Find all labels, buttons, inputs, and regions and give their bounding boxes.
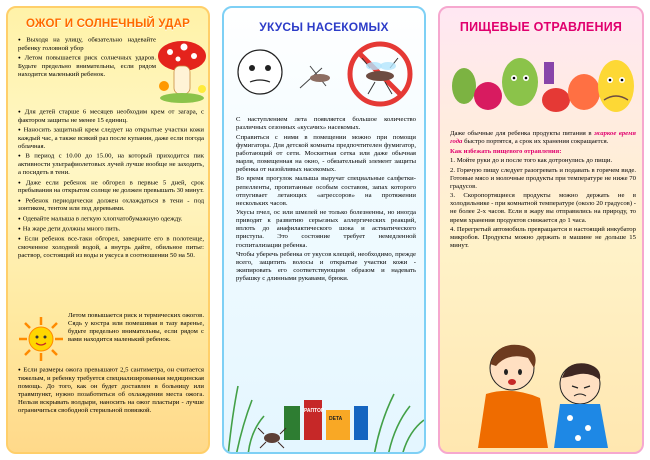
food-item: 4. Перегретый автомобиль превращается в настоящий инкубатор микробов. Продукты можно держать в машине не дольше 15 минут. xyxy=(450,225,636,250)
food-item: 1. Мойте руки до и после того как дотронулись до пищи. xyxy=(450,157,613,165)
sunburn-paragraph: ● Летом повышается риск солнечных ударов. Будьте предельно внимательны, если рядом находится маленький ребенок. xyxy=(18,54,156,79)
sunburn-text-bottom xyxy=(18,366,204,417)
sunburn-paragraph: ● Одевайте малыша в легкую хлопчатобумажную одежду. xyxy=(18,215,204,224)
panel-insect-bites xyxy=(222,6,426,454)
mushroom-illustration xyxy=(156,34,208,104)
insect-paragraph: Чтобы уберечь ребенка от укусов клещей, необходимо, прежде всего, защитить волосы и открытые участки кожи - экипировать его соответствующим образом и надевать рубашку с длинными рукавами, брюки. xyxy=(236,251,416,283)
spoiled-fruit-illustration xyxy=(444,42,640,122)
sunburn-paragraph: Летом повышается риск и термических ожогов. Сядь у костра или помешивая в тазу варенье, будьте предельно внимательны, если рядом с вами находится маленький ребенок. xyxy=(68,312,204,344)
food-intro-end: быстро портятся, а срок их хранения сокращается. xyxy=(462,138,609,146)
panel-title-food-poisoning: ПИЩЕВЫЕ ОТРАВЛЕНИЯ xyxy=(459,20,623,34)
insect-text xyxy=(236,116,416,285)
food-item: 3. Скоропортящиеся продукты можно держать не в холодильнике - при комнатной температуре (около 20 градусов) - не более 2-х часов. Если в жару вы отправились на природу, то время хранения продуктов снижается до 1 часа. xyxy=(450,192,636,224)
sun-illustration xyxy=(18,316,64,362)
sunburn-paragraph: ● Если размеры ожога превышают 2,5 сантиметра, он считается тяжелым, и ребенку требуется специализированная медицинская помощь. До того, как он будет доставлен в больницу или травмпункт, нужно позаботиться об охлаждении места ожога. Нельзя вскрывать волдыри, наносить на ожог пластыри - лучше ограничиться свободной стерильной повязкой. xyxy=(18,366,204,415)
mosquito-illustration xyxy=(230,38,420,112)
insect-paragraph: С наступлением лета появляется большое количество различных сезонных «кусачих» насекомых. xyxy=(236,116,416,132)
panel-title-sunburn: ОЖОГ И СОЛНЕЧНЫЙ УДАР xyxy=(26,18,190,30)
food-subtitle: Как избежать пищевого отравления: xyxy=(450,147,562,155)
sunburn-paragraph: ● В период с 10.00 до 15.00, на который приходится пик активности ультрафиолетовых лучей лучше вообще не заходить, а посидеть в тени. xyxy=(18,152,204,177)
panel-title-insect-bites: УКУСЫ НАСЕКОМЫХ xyxy=(259,20,389,34)
sunburn-paragraph: ● Для детей старше 6 месяцев необходим крем от загара, с фактором защиты не менее 15 единиц. xyxy=(18,108,204,125)
grass-and-repellents-illustration xyxy=(224,376,426,454)
sunburn-paragraph: ● На жаре дети должны много пить. xyxy=(18,225,204,234)
food-item: 2. Горячую пищу следует разогревать и подавать в горячем виде. Готовые мясо и молочные продукты при температуре не ниже 70 градусов. xyxy=(450,166,636,190)
sick-child-illustration xyxy=(448,338,638,448)
sunburn-text-top xyxy=(18,36,156,80)
food-text xyxy=(450,130,636,252)
sunburn-text-fire xyxy=(68,312,204,346)
sunburn-paragraph: ● Выходя на улицу, обязательно надевайте ребенку головной убор xyxy=(18,36,156,53)
sunburn-paragraph: ● Ребенок периодически должен охлаждаться в тени - под зонтиком, тентом или под деревьями. xyxy=(18,197,204,214)
sunburn-paragraph: ● Наносить защитный крем следует на открытые участки кожи каждый час, а также всякий раз после купания, даже если погода облачная. xyxy=(18,126,204,151)
insect-paragraph: Справиться с ними в помещении можно при помощи фумигатора. Для детской комнаты предпочтителен фумигатор, работающий от сети. Москитная сетка или даже обычная марля, помещенная на окно, - обязательный элемент защиты ребенка от назойливых насекомых. xyxy=(236,133,416,173)
sunburn-paragraph: ● Если ребенок все-таки обгорел, заверните его в полотенце, смоченное холодной водой, а внутрь дайте, обильное питье: раствор, состоящий из воды и уксуса в соотношении 50 на 50. xyxy=(18,235,204,260)
product-label: DETA xyxy=(329,416,343,422)
panel-food-poisoning xyxy=(438,6,644,454)
insect-paragraph: Во время прогулок малыша выручат специальные салфетки-репелленты, пропитанные особым составом, запах которого отпугивает летающих «агрессоров» на протяжении нескольких часов. xyxy=(236,175,416,207)
panel-sunburn xyxy=(6,6,210,454)
food-intro-start: Даже обычные для ребенка продукты питания в xyxy=(450,130,594,137)
food-intro-emphasis: жаркое время года xyxy=(450,130,636,146)
food-intro xyxy=(450,130,636,146)
insect-paragraph: Укусы пчел, ос или шмелей не только болезненны, но иногда приводят к развитию серьезных аллергических реакций, вплоть до анафилактического шока и астматического приступа. Это состояние требует немедленной госпитализации ребенка. xyxy=(236,209,416,249)
sunburn-text-main xyxy=(18,108,204,261)
product-label: РАПТОР xyxy=(304,408,325,414)
sunburn-paragraph: ● Даже если ребенок не обгорел в первые 5 дней, срок пребывания на открытом солнце не должен превышать 30 минут. xyxy=(18,179,204,196)
